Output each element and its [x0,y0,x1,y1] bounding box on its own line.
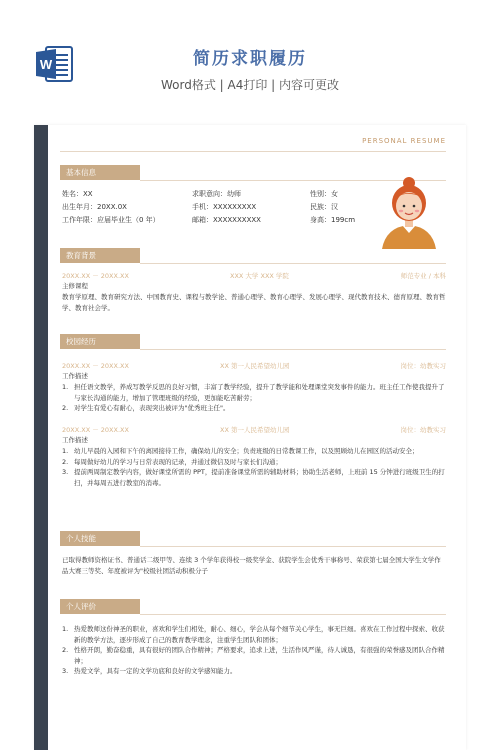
info-ethnic: 民族：汉 [310,203,338,211]
job-desc-label: 工作描述 [62,436,88,444]
preview-header [0,0,500,125]
info-birth: 出生年月：20XX.0X [62,203,127,211]
divider [140,614,446,615]
section-heading-evaluation: 个人评价 [60,599,140,614]
list-item: 2. 每周做好幼儿的学习与日常表现的记录，并通过微信及时与家长们沟通； [62,457,282,466]
info-height: 身高：199cm [310,216,356,224]
list-item: 3. 提前两周制定教学内容，做好课堂所需的 PPT，提前准备课堂所需的辅助材料；协助生活老师，上班前 15 分钟进行班级卫生的打扫，并每周五进行教室的消毒。 [62,468,445,487]
info-phone: 手机：XXXXXXXXX [192,203,257,211]
job-role: 岗位：幼教实习 [400,362,446,370]
divider [60,151,446,152]
job-role: 岗位：幼教实习 [400,426,446,434]
list-item: 1. 担任语文教学，养成写教学反思的良好习惯，丰富了教学经验，提升了教学能和处理课堂突发事件的能力。班主任工作使我提升了与家长沟通的能力，增加了管理班级的经验，更加能吃苦耐劳； [62,383,445,402]
job-date: 20XX.XX － 20XX.XX [62,426,129,434]
job-org: XX 第一人民希望幼儿园 [220,426,290,434]
section-heading-basic: 基本信息 [60,165,140,180]
skills-text: 已取得教师资格证书、普通话二级甲等、连续 3 个学年获得校一级奖学金、获院学生会优秀干事称号、荣获第七届全国大学生文学作品大赛三等奖、年度被评为"校级社团活动积极分子 [62,556,441,575]
course-label: 主修课程 [62,282,88,290]
resume-brand: PERSONAL RESUME [362,137,446,145]
page-title: 简历求职履历 [193,49,307,69]
list-item: 1. 幼儿早晨的入园和下午的离园接待工作，确保幼儿的安全；负责班级的日常教课工作，以及照顾幼儿在园区的活动安全； [62,447,419,455]
section-heading-education: 教育背景 [60,248,140,263]
education-row [62,271,446,281]
list-item: 2. 对学生有爱心有耐心，表现突出被评为"优秀班主任"。 [62,404,230,412]
section-heading-campus: 校园经历 [60,334,140,349]
list-item: 2. 性格开朗，勤奋稳重，具有很好的团队合作精神；严格要求，追求上进，生活作风严谨，待人诚恳，有很强的荣誉感及团队合作精神； [62,646,445,665]
course-text: 教育学原理、教育研究方法、中国教育史、课程与教学论、普通心理学、教育心理学、发展心理学、现代教育技术、德育原理、教育哲学、教育社会学。 [62,293,446,312]
divider [140,263,446,264]
info-gender: 性别：女 [310,190,338,198]
evaluation-list [62,624,446,677]
info-email: 邮箱：XXXXXXXXXX [192,216,261,224]
resume-sidebar-bar [34,125,48,750]
job-date: 20XX.XX － 20XX.XX [62,362,129,370]
info-name: 姓名：XX [62,190,93,198]
education-date: 20XX.XX － 20XX.XX [62,272,129,280]
job-duty-list [62,382,446,414]
education-major: 师范专业 / 本科 [400,272,446,280]
info-years: 工作年限：应届毕业生（0 年） [62,216,160,224]
page-subtitle: Word格式 | A4打印 | 内容可更改 [160,78,340,92]
job-desc-label: 工作描述 [62,372,88,380]
job-org: XX 第一人民希望幼儿园 [220,362,290,370]
resume-sheet [34,125,466,750]
section-heading-skills: 个人技能 [60,531,140,546]
education-school: XXX 大学 XXX 学院 [230,272,289,280]
info-intent: 求职意向：幼师 [192,190,241,198]
job-row [62,361,446,371]
avatar [378,177,440,249]
list-item: 3. 热爱文学，具有一定的文学功底和良好的文学感知能力。 [62,667,237,675]
divider [140,349,446,350]
svg-text:W: W [39,57,53,72]
divider [140,546,446,547]
list-item: 1. 热爱教师这份神圣的职业，喜欢和学生们相处，耐心、细心，学会从每个细节关心学生，事无巨细。喜欢在工作过程中探索、收获新的教学方法，逐步形成了自己的教育教学理念，注重学生团队和团体； [62,625,445,644]
job-duty-list [62,446,446,488]
job-row [62,425,446,435]
